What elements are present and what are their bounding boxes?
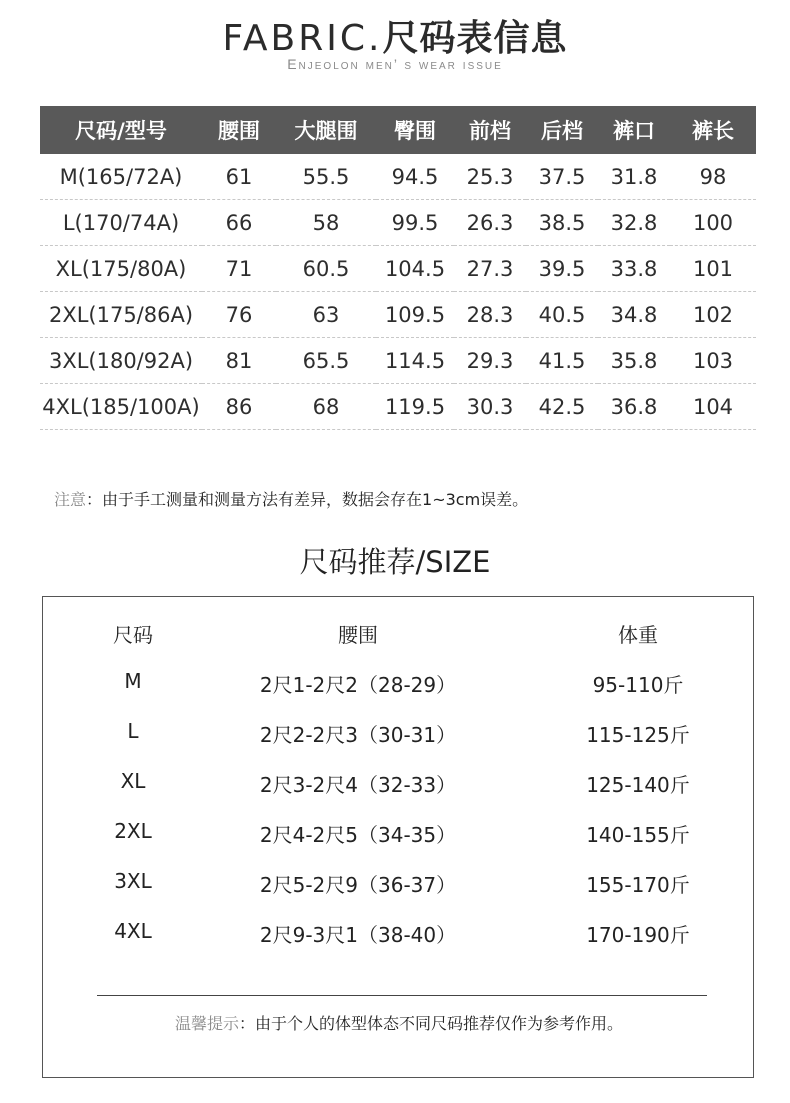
recommend-header-row (43, 619, 755, 649)
table-cell: M(165/72A) (40, 154, 202, 200)
table-cell: 42.5 (526, 384, 598, 430)
recommend-waist: 2尺9-3尺1（38-40） (259, 923, 457, 947)
table-cell: 25.3 (454, 154, 526, 200)
recommend-weight: 170-190斤 (586, 923, 690, 947)
table-cell: 40.5 (526, 292, 598, 338)
column-header: 前档 (454, 106, 526, 154)
size-recommendation-box (42, 596, 754, 1078)
table-cell: 66 (202, 200, 276, 246)
table-cell: 76 (202, 292, 276, 338)
recommend-header: 腰围 (338, 623, 378, 647)
column-header: 裤口 (598, 106, 670, 154)
column-header: 后档 (526, 106, 598, 154)
table-cell: 104.5 (376, 246, 454, 292)
table-row (40, 246, 756, 292)
recommend-size: 2XL (114, 819, 152, 843)
table-cell: 34.8 (598, 292, 670, 338)
recommend-weight: 95-110斤 (592, 673, 684, 697)
recommend-row (43, 719, 755, 749)
table-row (40, 384, 756, 430)
table-cell: L(170/74A) (40, 200, 202, 246)
table-cell: XL(175/80A) (40, 246, 202, 292)
recommend-weight: 115-125斤 (586, 723, 690, 747)
measurement-note-label: 注意 (54, 490, 87, 509)
table-cell: 37.5 (526, 154, 598, 200)
table-cell: 100 (670, 200, 756, 246)
column-header: 尺码/型号 (40, 106, 202, 154)
table-cell: 58 (276, 200, 376, 246)
recommend-row (43, 819, 755, 849)
table-cell: 27.3 (454, 246, 526, 292)
table-cell: 114.5 (376, 338, 454, 384)
table-cell: 101 (670, 246, 756, 292)
table-cell: 35.8 (598, 338, 670, 384)
recommend-waist: 2尺4-2尺5（34-35） (259, 823, 457, 847)
recommend-tip-text: ：由于个人的体型体态不同尺码推荐仅作为参考作用。 (239, 1014, 624, 1033)
table-cell: 29.3 (454, 338, 526, 384)
column-header: 臀围 (376, 106, 454, 154)
table-cell: 71 (202, 246, 276, 292)
recommend-size: 4XL (114, 919, 152, 943)
table-cell: 3XL(180/92A) (40, 338, 202, 384)
table-cell: 2XL(175/86A) (40, 292, 202, 338)
table-cell: 119.5 (376, 384, 454, 430)
recommend-weight: 125-140斤 (586, 773, 690, 797)
table-cell: 41.5 (526, 338, 598, 384)
table-cell: 31.8 (598, 154, 670, 200)
recommend-waist: 2尺3-2尺4（32-33） (259, 773, 457, 797)
measurement-note-text: ：由于手工测量和测量方法有差异，数据会存在1~3cm误差。 (86, 490, 529, 509)
recommend-size: 3XL (114, 869, 152, 893)
table-cell: 102 (670, 292, 756, 338)
column-header: 裤长 (670, 106, 756, 154)
recommend-weight: 155-170斤 (586, 873, 690, 897)
table-cell: 103 (670, 338, 756, 384)
table-row (40, 200, 756, 246)
recommend-header: 尺码 (113, 623, 153, 647)
table-cell: 86 (202, 384, 276, 430)
table-cell: 4XL(185/100A) (40, 384, 202, 430)
recommend-waist: 2尺5-2尺9（36-37） (259, 873, 457, 897)
table-cell: 104 (670, 384, 756, 430)
table-cell: 63 (276, 292, 376, 338)
table-cell: 33.8 (598, 246, 670, 292)
recommend-row (43, 669, 755, 699)
recommend-waist: 2尺2-2尺3（30-31） (259, 723, 457, 747)
table-row (40, 338, 756, 384)
recommend-tip (43, 1011, 755, 1034)
table-cell: 32.8 (598, 200, 670, 246)
table-cell: 99.5 (376, 200, 454, 246)
recommend-size: L (127, 719, 139, 743)
table-cell: 65.5 (276, 338, 376, 384)
table-cell: 68 (276, 384, 376, 430)
page-title-latin: FABRIC. (222, 18, 383, 59)
page-subtitle: Enjeolon men’ s wear issue (287, 56, 503, 72)
recommend-title: 尺码推荐/SIZE (299, 545, 491, 579)
table-cell: 81 (202, 338, 276, 384)
recommend-row (43, 869, 755, 899)
measurement-note (54, 487, 528, 510)
table-cell: 36.8 (598, 384, 670, 430)
recommend-header: 体重 (618, 623, 658, 647)
table-cell: 109.5 (376, 292, 454, 338)
table-row (40, 154, 756, 200)
table-cell: 28.3 (454, 292, 526, 338)
table-row (40, 292, 756, 338)
table-cell: 30.3 (454, 384, 526, 430)
divider (97, 995, 707, 996)
column-header: 大腿围 (276, 106, 376, 154)
recommend-row (43, 919, 755, 949)
page-title (0, 10, 790, 61)
table-cell: 39.5 (526, 246, 598, 292)
recommend-size: XL (120, 769, 146, 793)
recommend-weight: 140-155斤 (586, 823, 690, 847)
table-cell: 26.3 (454, 200, 526, 246)
table-cell: 55.5 (276, 154, 376, 200)
column-header: 腰围 (202, 106, 276, 154)
table-cell: 60.5 (276, 246, 376, 292)
size-chart-table (40, 106, 756, 430)
page-title-cjk: 尺码表信息 (382, 18, 568, 59)
table-cell: 94.5 (376, 154, 454, 200)
table-cell: 38.5 (526, 200, 598, 246)
size-chart-header-row (40, 106, 756, 154)
recommend-row (43, 769, 755, 799)
table-cell: 61 (202, 154, 276, 200)
recommend-tip-label: 温馨提示 (174, 1014, 239, 1033)
table-cell: 98 (670, 154, 756, 200)
recommend-waist: 2尺1-2尺2（28-29） (259, 673, 457, 697)
recommend-size: M (124, 669, 142, 693)
